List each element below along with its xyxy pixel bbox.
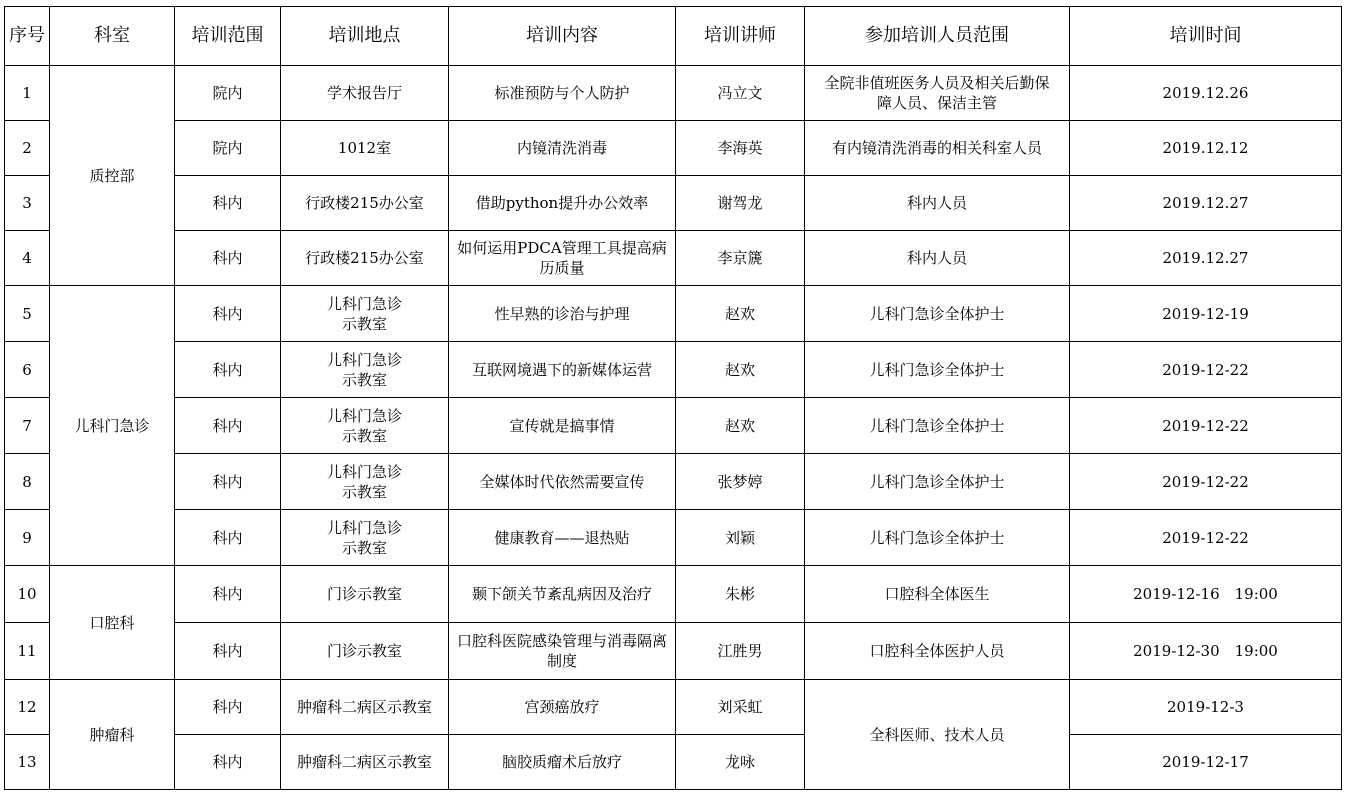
- cell-no: 1: [5, 66, 50, 121]
- cell-time: 2019-12-3: [1070, 680, 1342, 735]
- cell-location: 儿科门急诊示教室: [281, 510, 449, 566]
- cell-scope: 院内: [175, 66, 281, 121]
- header-content: 培训内容: [449, 7, 676, 66]
- cell-time: 2019-12-22: [1070, 398, 1342, 454]
- cell-audience: 科内人员: [805, 176, 1070, 231]
- table-row: [5, 735, 1342, 790]
- cell-scope: 院内: [175, 121, 281, 176]
- cell-no: 13: [5, 735, 50, 790]
- cell-department: 儿科门急诊: [50, 286, 175, 566]
- table-row: [5, 66, 1342, 121]
- cell-scope: 科内: [175, 176, 281, 231]
- header-no: 序号: [5, 7, 50, 66]
- cell-no: 4: [5, 231, 50, 286]
- cell-lecturer: 赵欢: [676, 342, 805, 398]
- cell-content: 口腔科医院感染管理与消毒隔离制度: [449, 623, 676, 680]
- cell-audience: 儿科门急诊全体护士: [805, 398, 1070, 454]
- cell-scope: 科内: [175, 398, 281, 454]
- header-audience: 参加培训人员范围: [805, 7, 1070, 66]
- cell-lecturer: 张梦婷: [676, 454, 805, 510]
- table-row: [5, 176, 1342, 231]
- cell-time: 2019-12-30 19:00: [1070, 623, 1342, 680]
- cell-audience: 有内镜清洗消毒的相关科室人员: [805, 121, 1070, 176]
- cell-content: 内镜清洗消毒: [449, 121, 676, 176]
- table-row: [5, 286, 1342, 342]
- cell-time: 2019.12.12: [1070, 121, 1342, 176]
- cell-audience: 全科医师、技术人员: [805, 680, 1070, 790]
- cell-no: 8: [5, 454, 50, 510]
- cell-audience: 全院非值班医务人员及相关后勤保障人员、保洁主管: [805, 66, 1070, 121]
- cell-time: 2019.12.27: [1070, 231, 1342, 286]
- cell-lecturer: 冯立文: [676, 66, 805, 121]
- cell-lecturer: 刘采虹: [676, 680, 805, 735]
- cell-time: 2019.12.27: [1070, 176, 1342, 231]
- cell-scope: 科内: [175, 566, 281, 623]
- cell-audience: 科内人员: [805, 231, 1070, 286]
- header-time: 培训时间: [1070, 7, 1342, 66]
- table-row: [5, 623, 1342, 680]
- cell-scope: 科内: [175, 454, 281, 510]
- cell-location: 儿科门急诊示教室: [281, 398, 449, 454]
- header-location: 培训地点: [281, 7, 449, 66]
- cell-time: 2019-12-22: [1070, 342, 1342, 398]
- cell-scope: 科内: [175, 735, 281, 790]
- header-lecturer: 培训讲师: [676, 7, 805, 66]
- cell-no: 9: [5, 510, 50, 566]
- table-row: [5, 231, 1342, 286]
- table-row: [5, 566, 1342, 623]
- header-department: 科室: [50, 7, 175, 66]
- cell-lecturer: 江胜男: [676, 623, 805, 680]
- cell-audience: 儿科门急诊全体护士: [805, 510, 1070, 566]
- cell-no: 12: [5, 680, 50, 735]
- cell-time: 2019.12.26: [1070, 66, 1342, 121]
- table-row: [5, 398, 1342, 454]
- cell-lecturer: 刘颖: [676, 510, 805, 566]
- cell-lecturer: 朱彬: [676, 566, 805, 623]
- cell-no: 2: [5, 121, 50, 176]
- table-row: [5, 454, 1342, 510]
- cell-audience: 儿科门急诊全体护士: [805, 286, 1070, 342]
- cell-time: 2019-12-22: [1070, 454, 1342, 510]
- table-row: [5, 680, 1342, 735]
- cell-content: 标准预防与个人防护: [449, 66, 676, 121]
- header-row: [5, 7, 1342, 66]
- cell-audience: 口腔科全体医护人员: [805, 623, 1070, 680]
- cell-content: 借助python提升办公效率: [449, 176, 676, 231]
- cell-location: 儿科门急诊示教室: [281, 454, 449, 510]
- cell-content: 宫颈癌放疗: [449, 680, 676, 735]
- cell-lecturer: 李京篪: [676, 231, 805, 286]
- cell-scope: 科内: [175, 510, 281, 566]
- cell-location: 肿瘤科二病区示教室: [281, 735, 449, 790]
- cell-content: 脑胶质瘤术后放疗: [449, 735, 676, 790]
- cell-department: 肿瘤科: [50, 680, 175, 790]
- cell-content: 互联网境遇下的新媒体运营: [449, 342, 676, 398]
- cell-scope: 科内: [175, 680, 281, 735]
- cell-content: 全媒体时代依然需要宣传: [449, 454, 676, 510]
- cell-department: 质控部: [50, 66, 175, 286]
- cell-no: 6: [5, 342, 50, 398]
- cell-content: 颞下颌关节紊乱病因及治疗: [449, 566, 676, 623]
- cell-audience: 儿科门急诊全体护士: [805, 342, 1070, 398]
- table-row: [5, 510, 1342, 566]
- cell-content: 宣传就是搞事情: [449, 398, 676, 454]
- cell-scope: 科内: [175, 623, 281, 680]
- cell-lecturer: 赵欢: [676, 398, 805, 454]
- cell-lecturer: 谢驾龙: [676, 176, 805, 231]
- cell-time: 2019-12-17: [1070, 735, 1342, 790]
- cell-audience: 口腔科全体医生: [805, 566, 1070, 623]
- cell-no: 5: [5, 286, 50, 342]
- cell-scope: 科内: [175, 231, 281, 286]
- training-schedule-table: [4, 6, 1342, 790]
- cell-lecturer: 龙咏: [676, 735, 805, 790]
- cell-location: 肿瘤科二病区示教室: [281, 680, 449, 735]
- cell-department: 口腔科: [50, 566, 175, 680]
- cell-lecturer: 赵欢: [676, 286, 805, 342]
- cell-content: 性早熟的诊治与护理: [449, 286, 676, 342]
- table-row: [5, 121, 1342, 176]
- cell-scope: 科内: [175, 286, 281, 342]
- table-row: [5, 342, 1342, 398]
- cell-location: 儿科门急诊示教室: [281, 342, 449, 398]
- cell-location: 学术报告厅: [281, 66, 449, 121]
- cell-content: 如何运用PDCA管理工具提高病历质量: [449, 231, 676, 286]
- cell-time: 2019-12-19: [1070, 286, 1342, 342]
- cell-location: 行政楼215办公室: [281, 176, 449, 231]
- cell-location: 儿科门急诊示教室: [281, 286, 449, 342]
- cell-location: 行政楼215办公室: [281, 231, 449, 286]
- cell-location: 门诊示教室: [281, 566, 449, 623]
- cell-no: 10: [5, 566, 50, 623]
- cell-no: 7: [5, 398, 50, 454]
- cell-time: 2019-12-16 19:00: [1070, 566, 1342, 623]
- cell-location: 1012室: [281, 121, 449, 176]
- cell-location: 门诊示教室: [281, 623, 449, 680]
- cell-no: 11: [5, 623, 50, 680]
- header-scope: 培训范围: [175, 7, 281, 66]
- cell-time: 2019-12-22: [1070, 510, 1342, 566]
- cell-audience: 儿科门急诊全体护士: [805, 454, 1070, 510]
- cell-scope: 科内: [175, 342, 281, 398]
- cell-no: 3: [5, 176, 50, 231]
- cell-content: 健康教育——退热贴: [449, 510, 676, 566]
- cell-lecturer: 李海英: [676, 121, 805, 176]
